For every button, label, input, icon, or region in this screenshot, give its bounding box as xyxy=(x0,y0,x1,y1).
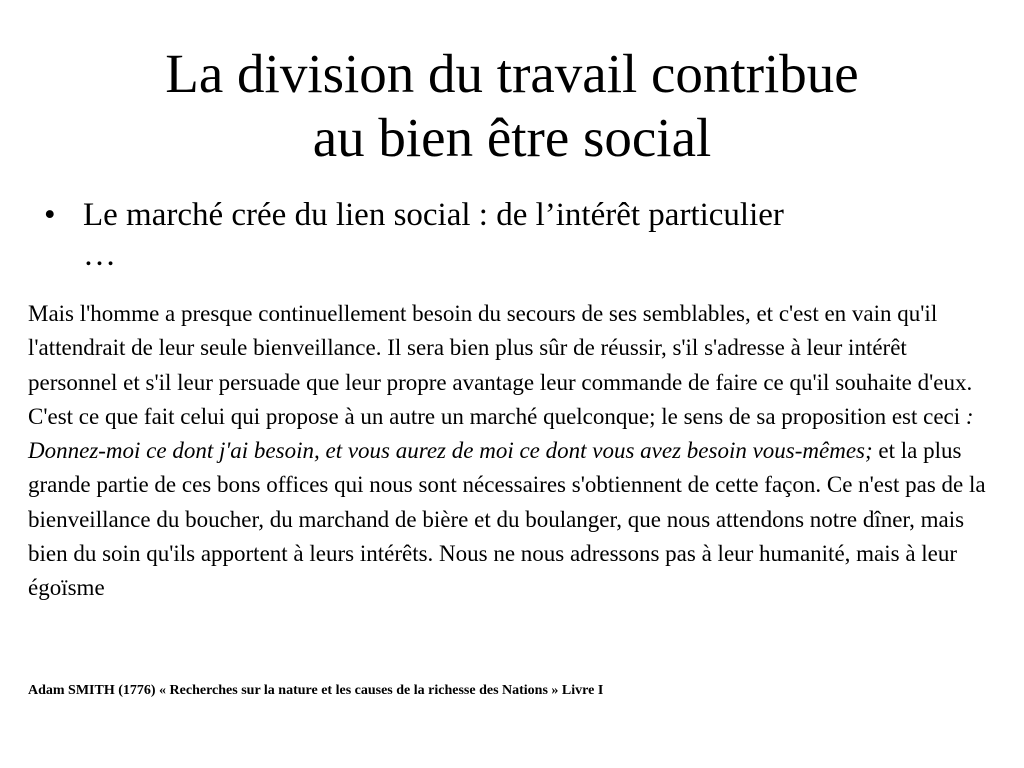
bullet-marker: • xyxy=(44,197,56,233)
citation: Adam SMITH (1776) « Recherches sur la nature et les causes de la richesse des Nations » Livre I xyxy=(28,683,604,698)
bullet-text: Le marché crée du lien social : de l’intérêt particulier … xyxy=(83,197,784,273)
bullet-item xyxy=(44,195,804,275)
slide-title-line-2: au bien être social xyxy=(312,107,712,168)
quote-paragraph xyxy=(28,297,998,606)
slide-title xyxy=(0,42,1024,170)
quote-italic-text: : Donnez-moi ce dont j'ai besoin, et vous aurez de moi ce dont vous avez besoin vous-mêmes; xyxy=(28,403,974,464)
quote-text-start: Mais l'homme a presque continuellement besoin du secours de ses semblables, et c'est en vain qu'il l'attendrait de leur seule bienveillance. Il sera bien plus sûr de réussir, s'il s'adresse à leur intérêt personnel et s'il leur persuade que leur propre avantage leur commande de faire ce qu'il souhaite d'eux. C'est ce que fait celui qui propose à un autre un marché quelconque; le sens de sa proposition est ceci xyxy=(28,301,973,429)
bullet-list xyxy=(44,195,804,275)
quote-text-end: et la plus grande partie de ces bons offices qui nous sont nécessaires s'obtiennent de cette façon. Ce n'est pas de la bienveillance du boucher, du marchand de bière et du boulanger, que nous attendons notre dîner, mais bien du soin qu'ils apportent à leurs intérêts. Nous ne nous adressons pas à leur humanité, mais à leur égoïsme xyxy=(28,438,986,601)
slide-title-line-1: La division du travail contribue xyxy=(165,43,859,104)
